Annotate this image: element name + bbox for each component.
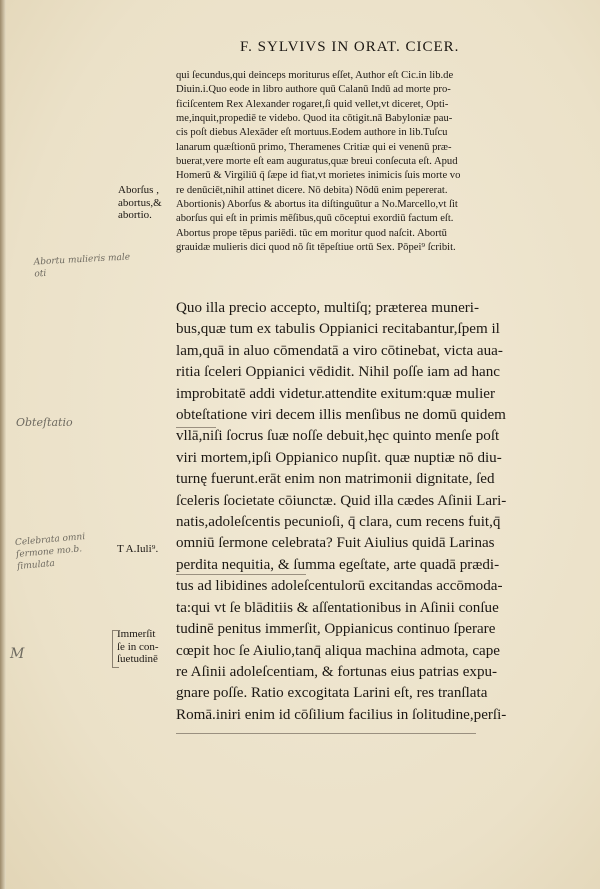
main-text-line: improbitatē addi videtur.attendite exitum:quæ mulier xyxy=(176,385,495,402)
underline-mark xyxy=(176,574,306,575)
underline-mark xyxy=(176,427,216,428)
main-text-line: lam,quā in aluo cōmendatā a viro cōtinebat, victa aua- xyxy=(176,342,503,359)
margin-note-line: abortus,& xyxy=(118,196,162,209)
main-text-line: re Aſinii adoleſcentiam, & fortunas eius patrias expu- xyxy=(176,663,498,680)
handwritten-line: ſermone mo.b. xyxy=(15,544,83,561)
main-text-line: ta:qui vt ſe blāditiis & aſſentationibus in Aſinii conſue xyxy=(176,599,499,616)
main-text-line: tus ad libidines adoleſcentulorū excitandas accōmoda- xyxy=(176,578,503,595)
margin-note-line: Aborſus , xyxy=(118,184,159,196)
handwritten-note-m: M xyxy=(10,646,25,662)
commentary-line: ficiſcentem Rex Alexander rogaret,ſi quid vellet,vt diceret, Opti- xyxy=(176,98,449,110)
main-text-line: Romā.iniri enim id cōſilium facilius in ſolitudine,perſi- xyxy=(176,706,507,723)
handwritten-line: Abortu mulieris male xyxy=(33,252,131,268)
commentary-line: Diuin.i.Quo eode in libro authore quū Calanū Indū ad morte pro- xyxy=(176,84,451,96)
main-text-line: cœpit hoc ſe Aiulio,tanq̄ aliqua machina admota, cape xyxy=(176,642,500,659)
underline-mark xyxy=(176,733,476,734)
commentary-line: buerat,vere morte eſt eam auguratus,quæ breui conſecuta eſt. Apud xyxy=(176,156,458,168)
margin-note-line: ſuetudinē xyxy=(117,653,158,665)
margin-note-line: Immerſit xyxy=(117,628,156,640)
handwritten-note-celebrata xyxy=(15,531,88,573)
commentary-line: me,inquit,propediē te videbo. Quod ita cōtigit.nā Babyloniæ pau- xyxy=(176,113,453,125)
main-text-line: obteſtatione viri decem illis menſibus ne domū quidem xyxy=(176,407,506,424)
main-text-line: bus,quæ tum ex tabulis Oppianici recitabantur,ſpem il xyxy=(176,321,500,338)
main-text-line: vllā,niſi ſocrus ſuæ noſſe debuit,hęc quinto menſe poſt xyxy=(176,428,500,445)
main-text-line: perdita nequitia, & ſumma egeſtate, arte quadā prædi- xyxy=(176,556,500,573)
margin-bracket xyxy=(112,630,119,668)
commentary-block xyxy=(176,69,584,255)
commentary-line: cis poſt diebus Alexāder eſt mortuus.Eodem authore in lib.Tuſcu xyxy=(176,127,448,139)
handwritten-line: Celebrata omni xyxy=(14,531,86,549)
margin-note-immersit xyxy=(117,628,159,666)
commentary-line: lanarum quæſtionū primo, Theramenes Critiæ qui ei venenū præ- xyxy=(176,141,452,153)
main-text-line: natis,adoleſcentis pecunioſi, q̄ clara, cum recens fuit,q̄ xyxy=(176,514,501,531)
commentary-line: Abortus prope tēpus pariēdi. tūc em moritur quod naſcit. Abortū xyxy=(176,227,447,239)
handwritten-line: oti xyxy=(34,268,47,280)
running-head: F. SYLVIVS IN ORAT. CICER. xyxy=(240,39,460,55)
handwritten-note-abortus xyxy=(33,251,131,280)
margin-note-line: abortio. xyxy=(118,209,152,221)
main-text-line: turnę fuerunt.erāt enim non matrimonii dignitate, ſed xyxy=(176,471,495,488)
handwritten-line: ſimulata xyxy=(16,558,56,573)
commentary-line: qui ſecundus,qui deinceps moriturus eſſet, Author eſt Cic.in lib.de xyxy=(176,70,454,81)
margin-note-abortus xyxy=(118,184,162,222)
main-text-block xyxy=(176,298,584,726)
commentary-line: Homerū & Virgiliū q̄ ſæpe id fiat,vt morietes inimicis ſuis morte vo xyxy=(176,170,461,182)
handwritten-note-obtestatio: Obteſtatio xyxy=(16,416,73,429)
margin-note-line: ſe in con- xyxy=(117,640,159,653)
margin-note-aiulius: T A.Iuli⁹. xyxy=(117,543,159,555)
main-text-line: gnare poſſe. Ratio excogitata Larini eſt, res tranſlata xyxy=(176,685,488,702)
main-text-line: Quo illa precio accepto, multiſq; prætereа muneri- xyxy=(176,300,480,316)
commentary-line: Abortionis) Aborſus & abortus ita diſtinguūtur a No.Marcello,vt ſit xyxy=(176,199,458,211)
main-text-line: ſceleris ſocietate cōiunctæ. Quid illa cædes Aſinii Lari- xyxy=(176,492,507,509)
main-text-line: omniū ſermone celebrata? Fuit Aiulius quidā Larinas xyxy=(176,535,495,552)
page-gutter xyxy=(0,0,6,889)
commentary-line: aborſus qui eſt in primis mēſibus,quū cōceptui exordiū factum eſt. xyxy=(176,213,454,225)
main-text-line: ritia ſceleri Oppianici vēdidit. Nihil poſſe iam ad hanc xyxy=(176,364,500,381)
main-text-line: viri mortem,ipſi Oppianico nupſit. quæ nuptiæ nō diu- xyxy=(176,449,502,466)
commentary-line: grauidæ mulieris dici quod nō ſit tēpeſtiue ortū Sex. Pōpei⁹ ſcribit. xyxy=(176,242,456,254)
main-text-line: tudinē penitus immerſit, Oppianicus continuo ſperare xyxy=(176,621,496,638)
commentary-line: re denūciēt,nihil attinet dicere. Nō debita) Nōdū enim pepererat. xyxy=(176,184,448,196)
